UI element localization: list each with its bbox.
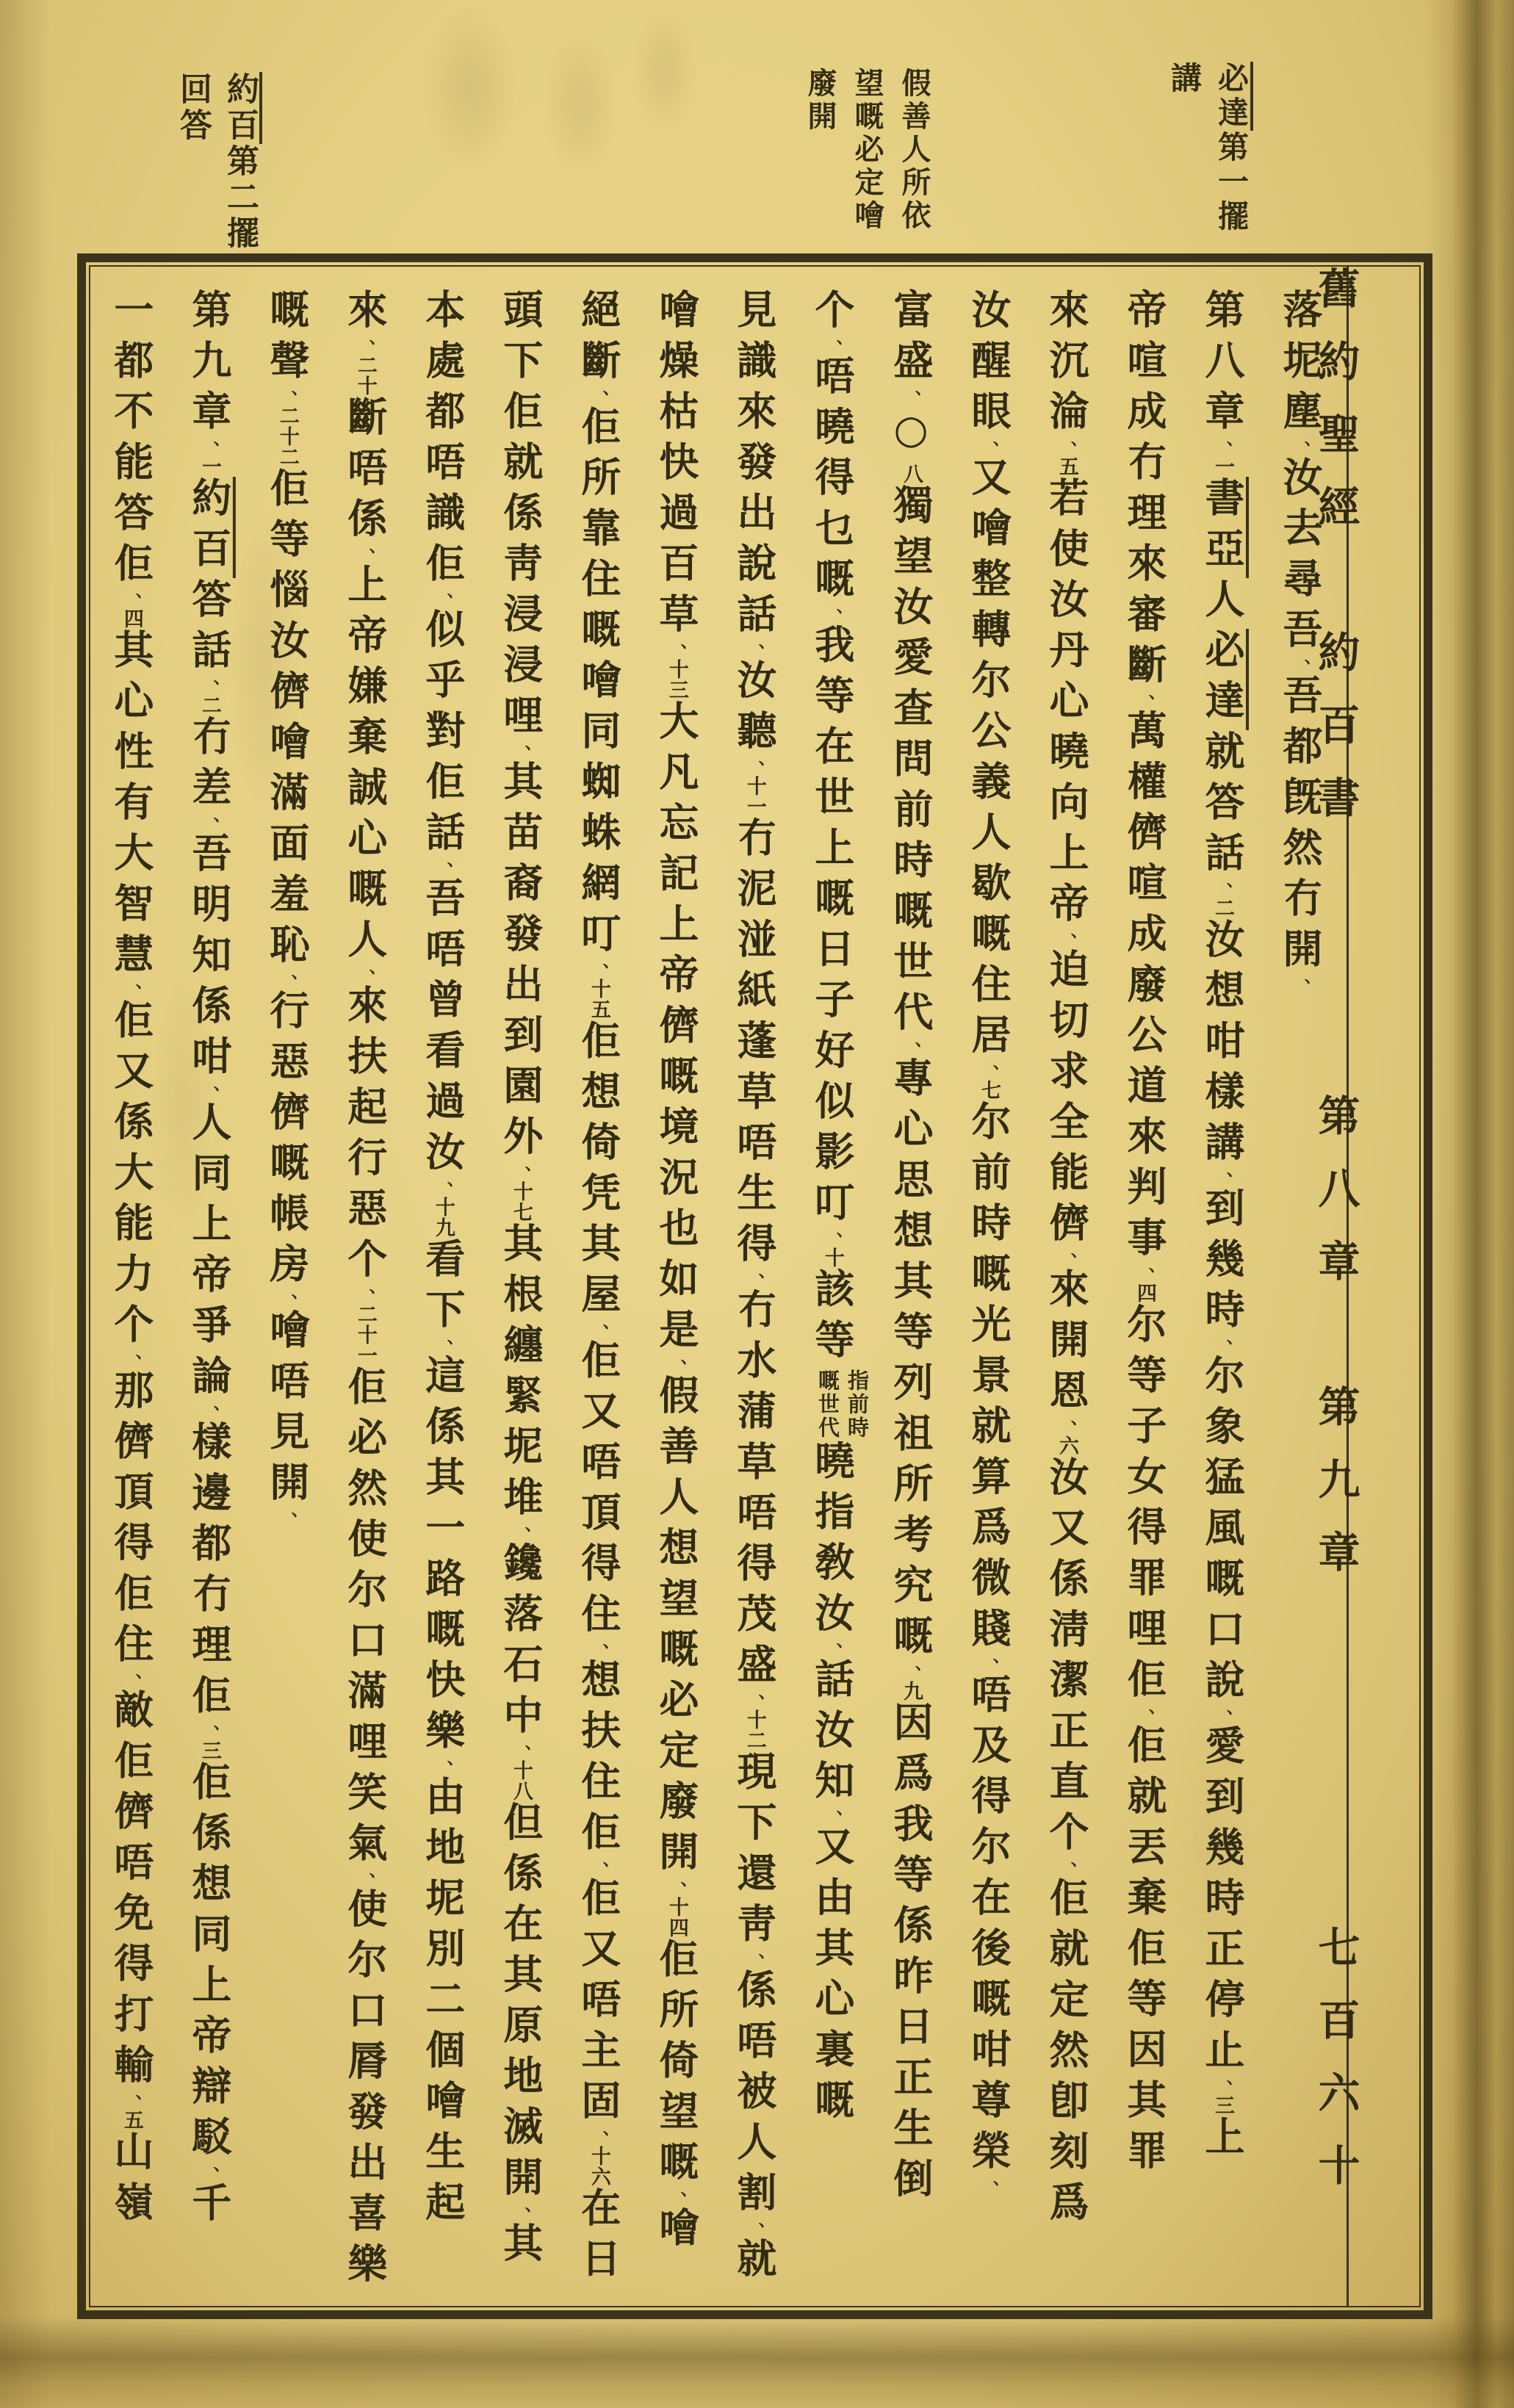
ideographic-comma: 、 bbox=[901, 1042, 922, 1057]
ideographic-comma: 、 bbox=[1056, 441, 1078, 456]
margin-note-subcolumn-2: 回答 bbox=[174, 72, 212, 144]
ideographic-comma: 、 bbox=[354, 1872, 376, 1888]
ideographic-comma: 、 bbox=[432, 1760, 454, 1776]
ideographic-comma: 、 bbox=[1134, 694, 1156, 710]
verse-number: 二 bbox=[198, 695, 221, 715]
ideographic-comma: 、 bbox=[276, 1512, 298, 1527]
text-column-12: 本處都唔識佢、似乎對佢話、吾唔曾看過汝、十九看下、這係其一路嘅快樂、由地坭別二個噲生起 bbox=[419, 289, 466, 2232]
margin-note-subcolumn-1: 約百第二擺 bbox=[221, 72, 259, 252]
text-column-2: 第八章、一書亞人必達就答話、二汝想咁樣講、到幾時、尔象猛風嘅口說、愛到幾時正停止、三上 bbox=[1199, 289, 1246, 2166]
text-column-3: 帝喧成冇理來審斷、萬權儕喧成廢公道來判事、四尔等子女得罪哩佢、佢就丟棄佢等因其罪 bbox=[1121, 289, 1168, 2180]
ideographic-comma: 、 bbox=[1056, 933, 1078, 948]
ideographic-comma: 、 bbox=[198, 441, 220, 456]
ideographic-comma: 、 bbox=[198, 817, 220, 832]
ideographic-comma: 、 bbox=[276, 974, 298, 989]
ideographic-comma: 、 bbox=[198, 2166, 220, 2182]
text-column-15: 第九章、一約百答話、二冇差、吾明知係咁、人同上帝爭論、樣邊都冇理佢、三佢係想同上帝辯駁、千 bbox=[185, 289, 233, 2232]
text-columns bbox=[90, 267, 1347, 2306]
proper-noun-mark: 必達 bbox=[1199, 629, 1246, 730]
text-column-7: 个、唔曉得乜嘅、我等在世上嘅日子好似影叮、十該等 指前時 嘅世代 曉指敎汝、話汝知、又由其心裏嘅 bbox=[793, 289, 872, 2306]
ideographic-comma: 、 bbox=[354, 548, 376, 563]
margin-note-bildad-first-speech bbox=[1152, 62, 1255, 234]
verse-number: 六 bbox=[1056, 1435, 1078, 1456]
ideographic-comma: 、 bbox=[198, 679, 220, 695]
ideographic-comma: 、 bbox=[743, 2222, 765, 2238]
ideographic-comma: 、 bbox=[432, 593, 454, 608]
chapter-range: 第八章 第九章 bbox=[1311, 1094, 1360, 1603]
ideographic-comma: 、 bbox=[510, 1526, 532, 1542]
ideographic-comma: 、 bbox=[666, 1881, 688, 1897]
book-title: 舊約聖經 約百書 bbox=[1311, 267, 1360, 848]
ideographic-comma: 、 bbox=[510, 1166, 532, 1181]
verse-number: 十三 bbox=[665, 659, 688, 700]
ideographic-comma: 、 bbox=[1212, 1709, 1233, 1725]
verse-number: 二十 bbox=[353, 355, 377, 396]
ideographic-comma: 、 bbox=[432, 1339, 454, 1355]
page-frame-inner bbox=[89, 265, 1421, 2307]
ideographic-comma: 、 bbox=[666, 644, 688, 659]
ideographic-comma: 、 bbox=[198, 1405, 220, 1421]
text-column-16: 一都不能答佢、四其心性有大智慧、佢又係大能力个、那儕頂得佢住、敵佢儕唔免得打輸、五山嶺 bbox=[107, 289, 155, 2232]
verse-number: 十一 bbox=[743, 776, 766, 817]
ideographic-comma: 、 bbox=[978, 1658, 1000, 1673]
page-edge-shading-right bbox=[1426, 0, 1514, 2408]
gloss-subcolumn: 指前時 bbox=[845, 1369, 870, 1440]
ideographic-comma: 、 bbox=[743, 1273, 765, 1288]
ideographic-comma: 、 bbox=[821, 608, 843, 624]
ideographic-comma: 、 bbox=[666, 1359, 688, 1374]
ideographic-comma: 、 bbox=[821, 1232, 843, 1247]
verse-number: 九 bbox=[900, 1681, 923, 1701]
text-column-6: 富盛、○八獨望汝愛查問前時嘅世代、專心思想其等列祖所考究嘅、九因爲我等係昨日正生倒 bbox=[887, 289, 934, 2208]
ideographic-comma: 、 bbox=[354, 969, 376, 984]
margin-note-subcolumn-2: 講 bbox=[1167, 62, 1203, 96]
margin-note-subcolumn-1: 假善人所依 bbox=[897, 68, 931, 233]
ideographic-comma: 、 bbox=[432, 1181, 454, 1197]
ideographic-comma: 、 bbox=[666, 2191, 688, 2207]
ideographic-comma: 、 bbox=[1212, 441, 1233, 456]
ideographic-comma: 、 bbox=[978, 2180, 1000, 2196]
ideographic-comma: 、 bbox=[1056, 1252, 1078, 1268]
ideographic-comma: 、 bbox=[1212, 2080, 1233, 2095]
ideographic-comma: 、 bbox=[510, 2207, 532, 2222]
verse-number: 十九 bbox=[431, 1197, 455, 1238]
verse-number: 五 bbox=[1056, 456, 1078, 477]
verse-number: 二十一 bbox=[353, 1304, 377, 1366]
page-edge-shading-left bbox=[0, 0, 51, 2408]
ideographic-comma: 、 bbox=[1290, 659, 1311, 674]
verse-number: 五 bbox=[120, 2110, 143, 2130]
ideographic-comma: 、 bbox=[432, 862, 454, 877]
text-column-10: 絕斷、佢所靠住嘅噲同蜘蛛網叮、十五佢想倚凭其屋、佢又唔頂得住、想扶住佢、佢又唔主固、十六在日 bbox=[574, 289, 622, 2288]
gloss-subcolumn: 嘅世代 bbox=[815, 1369, 840, 1440]
ideographic-comma: 、 bbox=[588, 1861, 610, 1877]
margin-note-subcolumn-1: 必達第一擺 bbox=[1214, 62, 1250, 234]
margin-note-subcolumn-2: 望嘅必定噲 bbox=[850, 68, 884, 233]
proper-noun-mark: 書亞 bbox=[1199, 477, 1246, 578]
margin-note-job-second-answer bbox=[159, 72, 263, 252]
text-column-14: 嘅聲、二十二佢等惱汝儕噲滿面羞恥、行惡儕嘅帳房、噲唔見開、 bbox=[263, 289, 311, 1527]
ideographic-comma: 、 bbox=[276, 1294, 298, 1309]
ideographic-comma: 、 bbox=[354, 339, 376, 355]
ideographic-comma: 、 bbox=[1134, 1709, 1156, 1724]
ideographic-comma: 、 bbox=[1134, 1267, 1156, 1283]
ideographic-comma: 、 bbox=[743, 1694, 765, 1709]
page-number: 七百六十 bbox=[1311, 1925, 1360, 2216]
ideographic-comma: 、 bbox=[588, 390, 610, 405]
proper-noun-mark: 約百 bbox=[185, 477, 233, 578]
ideographic-comma: 、 bbox=[901, 390, 922, 405]
margin-note-hypocrite-hope bbox=[790, 68, 937, 233]
verse-number: 八 bbox=[900, 464, 923, 484]
text-column-1: 落坭塵、汝去尋吾、吾都旣然冇開、 bbox=[1277, 289, 1324, 994]
ideographic-comma: 、 bbox=[120, 593, 143, 608]
ideographic-comma: 、 bbox=[901, 1665, 922, 1681]
ideographic-comma: 、 bbox=[276, 390, 298, 405]
ideographic-comma: 、 bbox=[1290, 441, 1311, 456]
text-column-11: 頭下佢就係靑浸浸哩、其苗裔發出到園外、十七其根纏緊坭堆、鑱落石中、十八但係在其原地滅開、其 bbox=[497, 289, 544, 2273]
proper-noun-mark: 約百 bbox=[221, 72, 259, 144]
text-column-13: 來、二十斷唔係、上帝嫌棄誠心嘅人、來扶起行惡个、二十一佢必然使尔口滿哩笑氣、使尔口脣發出喜樂 bbox=[341, 289, 389, 2293]
ideographic-comma: 、 bbox=[978, 441, 1000, 456]
ideographic-comma: 、 bbox=[978, 1064, 1000, 1080]
running-title-column bbox=[1311, 267, 1419, 2306]
text-column-8: 見識來發出說話、汝聽、十一冇泥湴紙蓬草唔生得、冇水蒲草唔得茂盛、十二現下還靑、係唔被人割、就 bbox=[730, 289, 778, 2288]
ideographic-comma: 、 bbox=[588, 1643, 610, 1659]
ideographic-comma: 、 bbox=[743, 760, 765, 776]
ideographic-comma: 、 bbox=[120, 984, 143, 999]
verse-number: 三 bbox=[198, 1740, 221, 1761]
verse-number: 七 bbox=[978, 1080, 1001, 1100]
verse-number: 一 bbox=[198, 456, 221, 477]
verse-number: 十二 bbox=[743, 1709, 766, 1751]
ideographic-comma: 、 bbox=[1056, 1861, 1078, 1877]
ideographic-comma: 、 bbox=[821, 1643, 843, 1658]
verse-number: 四 bbox=[120, 608, 143, 629]
ideographic-comma: 、 bbox=[510, 1745, 532, 1760]
ideographic-comma: 、 bbox=[743, 1953, 765, 1969]
ideographic-comma: 、 bbox=[1212, 1172, 1233, 1187]
ideographic-comma: 、 bbox=[743, 644, 765, 659]
verse-number: 十四 bbox=[665, 1897, 688, 1938]
ideographic-comma: 、 bbox=[198, 1725, 220, 1740]
ideographic-comma: 、 bbox=[120, 1354, 143, 1369]
ideographic-comma: 、 bbox=[1212, 1339, 1233, 1355]
ideographic-comma: 、 bbox=[588, 1324, 610, 1339]
ideographic-comma: 、 bbox=[821, 1810, 843, 1825]
ideographic-comma: 、 bbox=[588, 963, 610, 978]
verse-number: 十五 bbox=[587, 978, 610, 1020]
ideographic-comma: 、 bbox=[120, 1673, 143, 1689]
ideographic-comma: 、 bbox=[588, 2130, 610, 2146]
page-frame bbox=[77, 253, 1432, 2319]
verse-number: 十六 bbox=[587, 2146, 610, 2187]
ideographic-comma: 、 bbox=[1290, 978, 1311, 994]
page-edge-shading-bottom bbox=[0, 2316, 1514, 2408]
verse-number: 二 bbox=[1211, 898, 1234, 918]
ideographic-comma: 、 bbox=[354, 1288, 376, 1304]
margin-note-subcolumn-3: 廢開 bbox=[803, 68, 837, 134]
ideographic-comma: 、 bbox=[1056, 1420, 1078, 1435]
ideographic-comma: 、 bbox=[120, 2094, 143, 2110]
text-column-9: 噲燥枯快過百草、十三大凡忘記上帝儕嘅境況也如是、假善人想望嘅必定廢開、十四佢所倚望嘅、噲 bbox=[652, 289, 700, 2257]
proper-noun-mark: 必達 bbox=[1214, 62, 1250, 131]
verse-number: 十 bbox=[821, 1247, 844, 1268]
verse-number: 四 bbox=[1133, 1283, 1156, 1303]
verse-number: 二十二 bbox=[275, 405, 299, 467]
verse-number: 三 bbox=[1211, 2095, 1234, 2116]
ideographic-comma: 、 bbox=[1212, 882, 1233, 898]
text-column-5: 汝醒眼、又噲整轉尔公義人歇嘅住居、七尔前時嘅光景就算爲微賤、唔及得尔在後嘅咁尊榮、 bbox=[965, 289, 1012, 2196]
inline-gloss bbox=[813, 1369, 872, 1440]
ideographic-comma: 、 bbox=[510, 745, 532, 760]
verse-number: 十八 bbox=[509, 1760, 533, 1801]
verse-number: 一 bbox=[1211, 456, 1234, 477]
ideographic-comma: 、 bbox=[821, 339, 843, 355]
text-column-4: 來沉淪、五若使汝丹心曉向上帝、迫切求全能儕、來開恩、六汝又係淸潔正直个、佢就定然卽刻爲 bbox=[1043, 289, 1090, 2232]
ideographic-comma: 、 bbox=[198, 1086, 220, 1101]
verse-number: 十七 bbox=[509, 1181, 533, 1222]
